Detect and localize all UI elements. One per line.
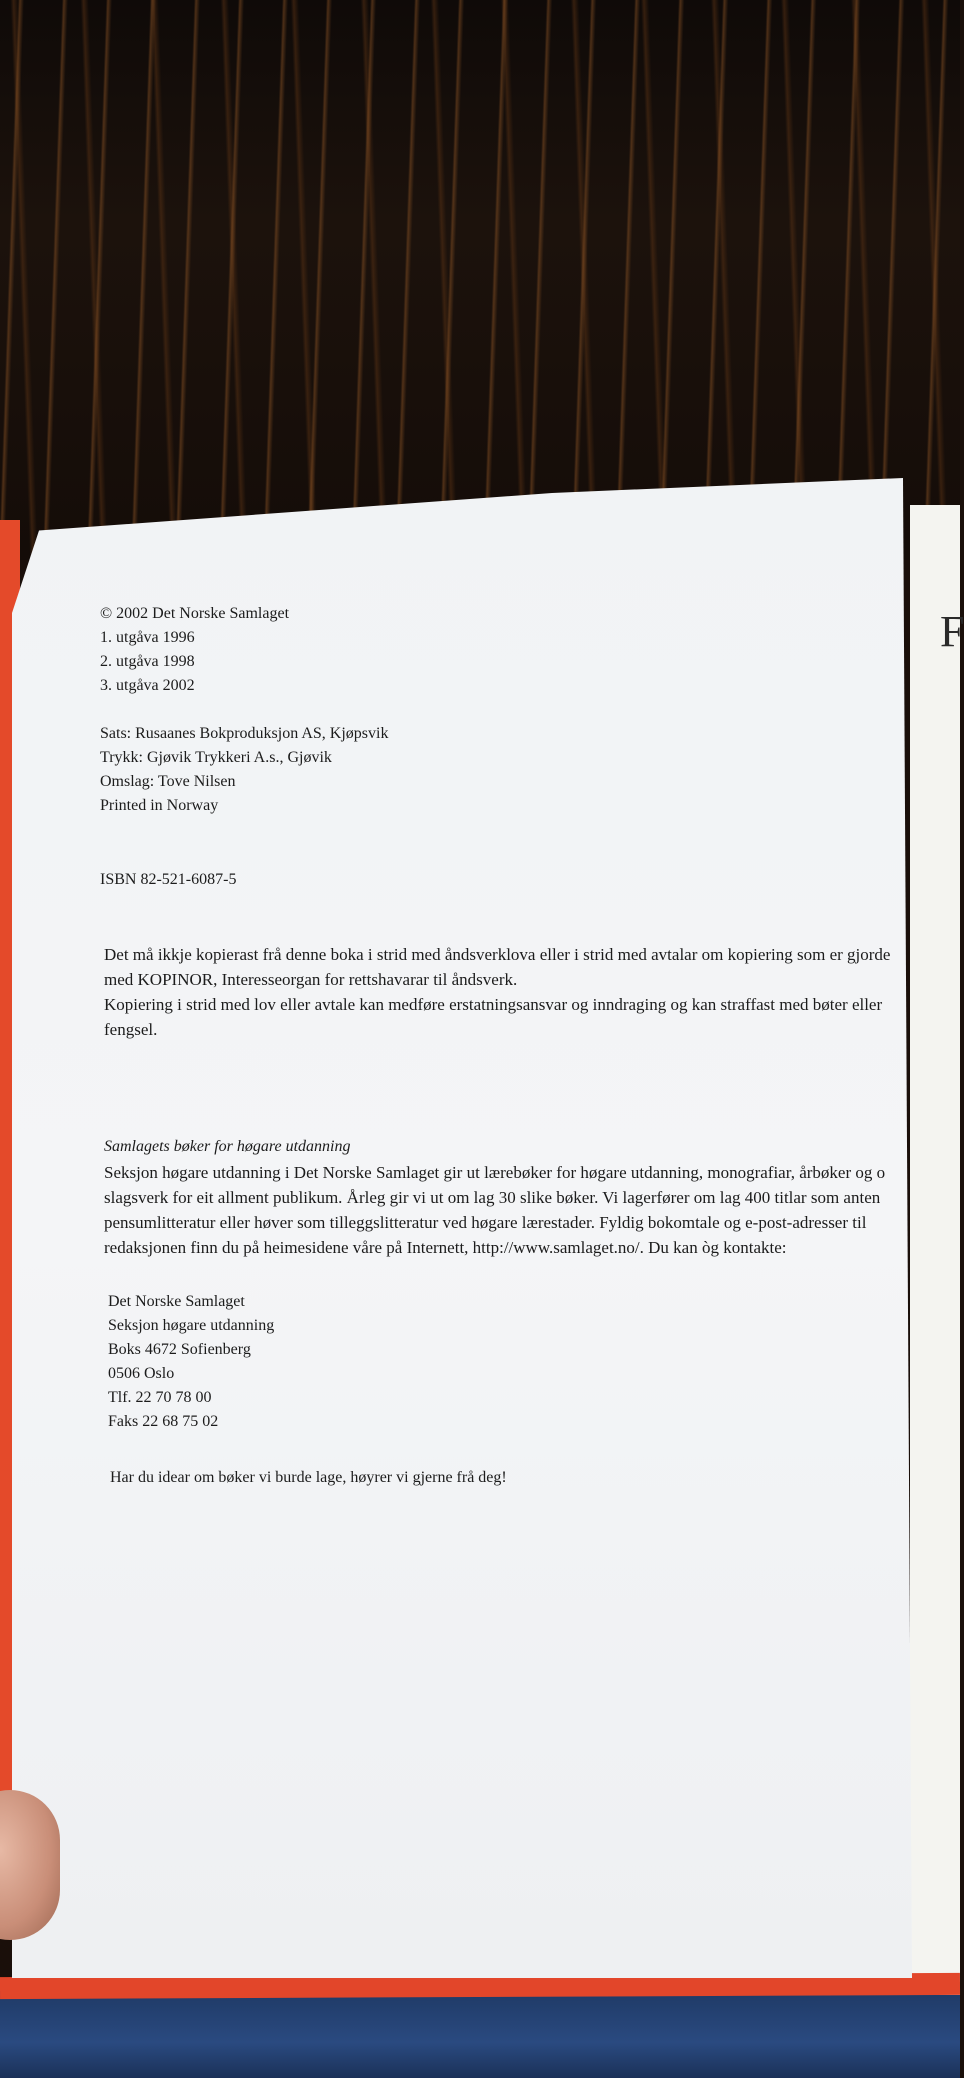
section-line: pensumlitteratur eller høver som tilleggslitteratur ved høgare lærestader. Fyldig bokomtale og e-post-adresser til — [104, 1213, 867, 1232]
legal-line: Det må ikkje kopierast frå denne boka i strid med åndsverklova eller i strid med avtalar om kopiering som er gjorde — [104, 945, 891, 964]
production-line: Sats: Rusaanes Bokproduksjon AS, Kjøpsvik — [100, 725, 389, 742]
edition-line: 3. utgåva 2002 — [100, 677, 195, 694]
address-line: Boks 4672 Sofienberg — [108, 1341, 251, 1358]
next-page-glyph: F — [940, 607, 964, 656]
address-line: Seksjon høgare utdanning — [108, 1317, 275, 1334]
isbn: ISBN 82-521-6087-5 — [100, 871, 237, 888]
blue-cloth — [0, 1990, 960, 2078]
address-line: Det Norske Samlaget — [108, 1293, 245, 1310]
wooden-table-background — [0, 0, 960, 560]
edition-line: 1. utgåva 1996 — [100, 629, 195, 646]
section-line: redaksjonen finn du på heimesidene våre på Internett, http://www.samlaget.no/. Du kan òg kontakte: — [104, 1238, 787, 1257]
copyright-line: © 2002 Det Norske Samlaget — [100, 605, 290, 622]
production-line: Omslag: Tove Nilsen — [100, 773, 236, 790]
legal-notice — [104, 942, 890, 1042]
legal-line: med KOPINOR, Interesseorgan for rettshavarar til åndsverk. — [104, 970, 518, 989]
section-paragraph — [104, 1160, 885, 1260]
address-line: Faks 22 68 75 02 — [108, 1413, 219, 1430]
production-line: Trykk: Gjøvik Trykkeri A.s., Gjøvik — [100, 749, 332, 766]
section-line: slagsverk for eit allment publikum. Årleg gir vi ut om lag 30 slike bøker. Vi lagerfører om lag 400 titlar som anten — [104, 1188, 881, 1207]
section-heading: Samlagets bøker for høgare utdanning — [104, 1138, 351, 1155]
next-page-edge — [910, 505, 960, 1995]
address-line: Tlf. 22 70 78 00 — [108, 1389, 212, 1406]
thumb — [0, 1790, 60, 1940]
section-line: Seksjon høgare utdanning i Det Norske Samlaget gir ut lærebøker for høgare utdanning, monografiar, årbøker og o — [104, 1163, 886, 1182]
legal-line: Kopiering i strid med lov eller avtale kan medføre erstatningsansvar og inndraging og kan straffast med bøter eller — [104, 995, 883, 1014]
production-line: Printed in Norway — [100, 797, 219, 814]
closing-line: Har du idear om bøker vi burde lage, høyrer vi gjerne frå deg! — [110, 1469, 507, 1486]
address-line: 0506 Oslo — [108, 1365, 175, 1382]
legal-line: fengsel. — [104, 1020, 158, 1039]
edition-line: 2. utgåva 1998 — [100, 653, 195, 670]
